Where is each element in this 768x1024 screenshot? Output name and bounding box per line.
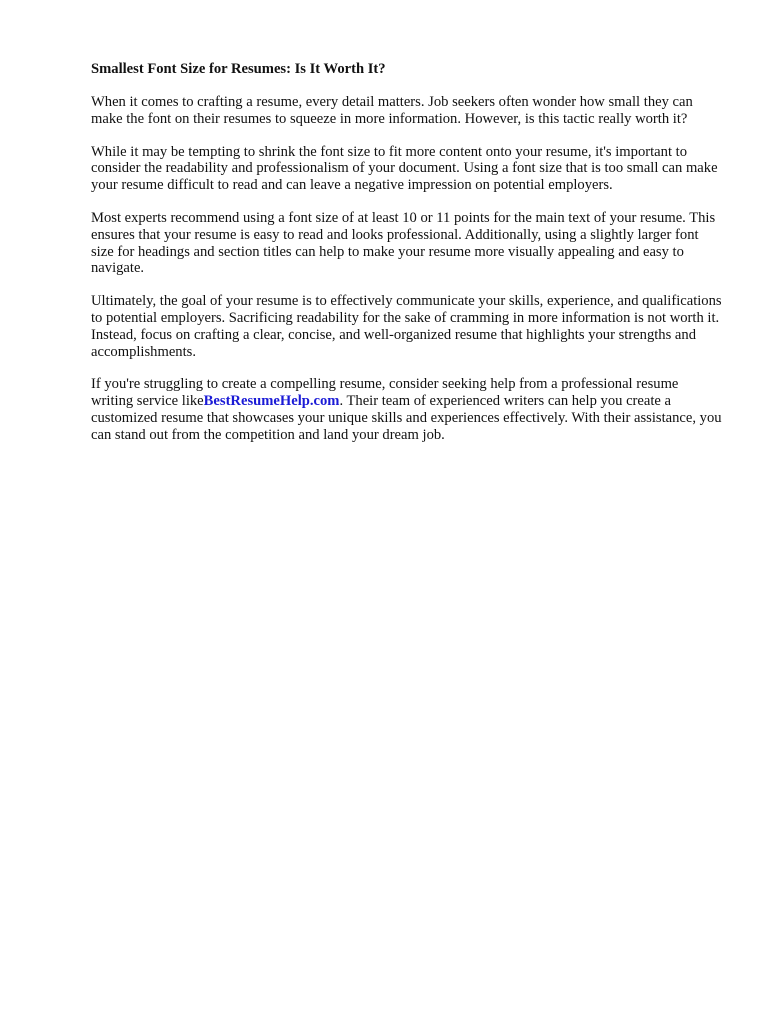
document-title: Smallest Font Size for Resumes: Is It Worth It?: [91, 61, 386, 77]
paragraph-goal: Ultimately, the goal of your resume is to effectively communicate your skills, experience, and qualifications to potential employers. Sacrificing readability for the sake of cramming in more information is not worth it. Instead, focus on crafting a clear, concise, and well-organized resume that highlights your strengths and accomplishments.: [91, 293, 722, 360]
paragraph-intro: When it comes to crafting a resume, every detail matters. Job seekers often wonder how small they can make the font on their resumes to squeeze in more information. However, is this tactic really worth it?: [91, 94, 693, 127]
service-text-after: . Their team of experienced writers can help you create a customized resume that showcases your unique skills and experiences effectively. With their assistance, you can stand out from the competition and land your dream job.: [91, 393, 722, 443]
document-page: [91, 60, 723, 460]
paragraph-service: [91, 376, 723, 443]
bestresumehelp-link[interactable]: BestResumeHelp.com: [203, 393, 340, 410]
paragraph-readability: While it may be tempting to shrink the font size to fit more content onto your resume, it's important to consider the readability and professionalism of your document. Using a font size that is too small can make your resume difficult to read and can leave a negative impression on potential employers.: [91, 143, 718, 194]
service-text-before: If you're struggling to create a compelling resume, consider seeking help from a professional resume writing service like: [91, 376, 679, 410]
paragraph-recommendation: Most experts recommend using a font size of at least 10 or 11 points for the main text of your resume. This ensures that your resume is easy to read and looks professional. Additionally, using a slightly larger font size for headings and section titles can help to make your resume more visually appealing and easy to navigate.: [91, 209, 716, 277]
